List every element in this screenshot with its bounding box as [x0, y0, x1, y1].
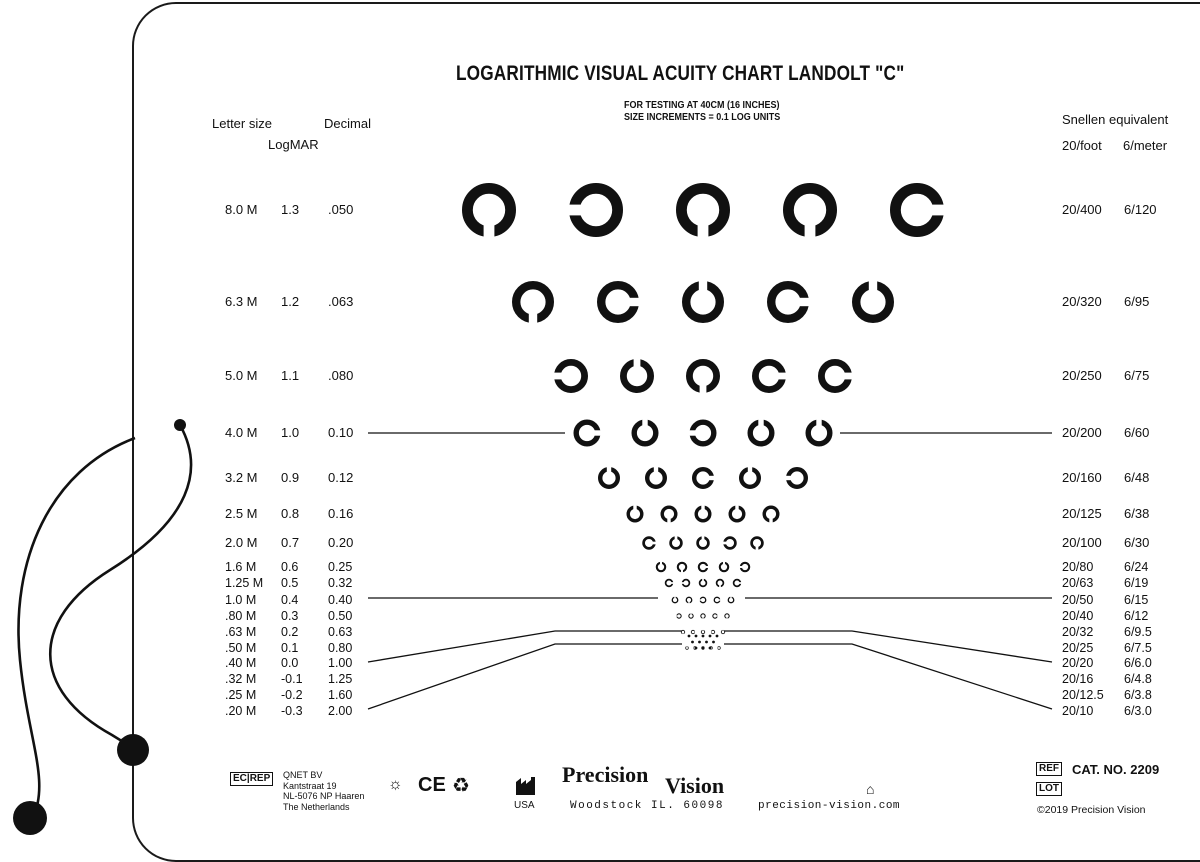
snellen-meter-value: 6/48	[1124, 470, 1150, 486]
letter-size-value: 4.0 M	[225, 425, 258, 441]
landolt-c-optotype	[728, 596, 733, 603]
cord-bead	[13, 801, 47, 835]
decimal-value: 0.80	[328, 640, 353, 655]
landolt-c-optotype	[689, 362, 716, 394]
landolt-c-optotype	[694, 469, 715, 487]
snellen-foot-value: 20/10	[1062, 703, 1094, 718]
rep-address-line: NL-5076 NP Haaren	[283, 791, 365, 801]
snellen-foot-value: 20/100	[1062, 535, 1102, 551]
letter-size-value: .63 M	[225, 624, 257, 639]
letter-size-value: 3.2 M	[225, 470, 258, 486]
landolt-c-optotype	[755, 362, 787, 389]
landolt-c-optotype	[739, 563, 749, 571]
landolt-c-optotype	[600, 466, 618, 487]
landolt-c-optotype	[666, 580, 675, 587]
landolt-c-optotype	[678, 563, 686, 573]
letter-size-value: .80 M	[225, 608, 257, 623]
snellen-meter-value: 6/95	[1124, 294, 1150, 310]
landolt-c-optotype	[710, 630, 715, 633]
landolt-c-optotype	[695, 635, 698, 638]
decimal-value: 1.00	[328, 655, 353, 670]
decimal-value: .063	[328, 294, 354, 310]
snellen-meter-value: 6/3.0	[1124, 703, 1152, 718]
landolt-c-optotype	[714, 597, 721, 602]
decimal-value: 0.10	[328, 425, 354, 441]
landolt-c-optotype	[699, 563, 709, 571]
landolt-c-optotype	[686, 280, 720, 319]
house-icon: ⌂	[866, 781, 875, 797]
header-meter: 6/meter	[1123, 138, 1168, 153]
landolt-c-optotype	[741, 466, 759, 487]
landolt-c-optotype	[709, 635, 712, 638]
hanging-cord	[18, 438, 135, 818]
snellen-meter-value: 6/3.8	[1124, 687, 1152, 702]
landolt-c-optotype	[764, 507, 778, 523]
header-foot: 20/foot	[1062, 138, 1102, 153]
landolt-c-optotype	[709, 647, 712, 650]
landolt-c-optotype	[698, 641, 701, 644]
snellen-meter-value: 6/24	[1124, 559, 1149, 574]
snellen-meter-value: 6/19	[1124, 575, 1149, 590]
recycle-icon: ♻	[452, 775, 470, 797]
letter-size-value: .50 M	[225, 640, 257, 655]
logmar-value: 0.1	[281, 640, 299, 655]
sun-icon: ☼	[388, 776, 403, 793]
landolt-c-optotype	[750, 419, 772, 444]
landolt-c-optotype	[699, 597, 706, 602]
snellen-foot-value: 20/20	[1062, 655, 1094, 670]
decimal-value: 0.32	[328, 575, 353, 590]
snellen-meter-value: 6/30	[1124, 535, 1150, 551]
landolt-c-optotype	[657, 561, 665, 571]
snellen-foot-value: 20/50	[1062, 592, 1094, 607]
landolt-c-optotype	[647, 466, 665, 487]
letter-size-value: .40 M	[225, 655, 257, 670]
letter-size-value: 8.0 M	[225, 202, 258, 218]
rep-address-line: The Netherlands	[283, 801, 350, 812]
decimal-value: 1.60	[328, 687, 353, 702]
header-snellen: Snellen equivalent	[1062, 112, 1169, 127]
landolt-c-optotype	[702, 647, 705, 650]
landolt-c-optotype	[701, 614, 705, 620]
decimal-value: 0.16	[328, 506, 354, 522]
landolt-c-optotype	[720, 561, 728, 571]
snellen-foot-value: 20/25	[1062, 640, 1094, 655]
guide-line-left	[368, 631, 682, 662]
snellen-foot-value: 20/250	[1062, 368, 1102, 384]
snellen-foot-value: 20/200	[1062, 425, 1102, 441]
letter-size-value: .20 M	[225, 703, 257, 718]
landolt-c-optotype	[601, 285, 640, 319]
letter-size-value: 1.0 M	[225, 592, 257, 607]
landolt-c-optotype	[771, 285, 810, 319]
snellen-meter-value: 6/15	[1124, 592, 1149, 607]
landolt-c-optotype	[568, 188, 618, 231]
landolt-c-optotype	[856, 280, 890, 319]
cord-bead	[117, 734, 149, 766]
landolt-c-optotype	[681, 188, 724, 238]
landolt-c-optotype	[700, 578, 707, 587]
landolt-c-optotype	[713, 614, 719, 618]
logmar-value: 0.3	[281, 608, 299, 623]
landolt-c-optotype	[681, 580, 690, 587]
landolt-c-optotype	[628, 505, 642, 521]
landolt-c-optotype	[722, 538, 735, 549]
letter-size-value: 1.25 M	[225, 575, 264, 590]
decimal-value: 0.40	[328, 592, 353, 607]
logmar-value: 0.4	[281, 592, 299, 607]
header-logmar: LogMAR	[268, 137, 319, 152]
landolt-c-optotype	[712, 641, 715, 644]
header-letter-size: Letter size	[212, 116, 272, 131]
copyright: ©2019 Precision Vision	[1037, 804, 1146, 816]
logmar-value: 0.7	[281, 535, 300, 551]
logmar-value: 0.9	[281, 470, 300, 486]
page-title: LOGARITHMIC VISUAL ACUITY CHART LANDOLT "C"	[456, 62, 905, 85]
snellen-meter-value: 6/12	[1124, 608, 1149, 623]
logmar-value: 1.0	[281, 425, 300, 441]
logmar-value: 0.2	[281, 624, 299, 639]
rep-address	[283, 770, 364, 812]
ref-icon: REF	[1036, 762, 1062, 776]
landolt-c-optotype	[895, 188, 945, 231]
snellen-foot-value: 20/40	[1062, 608, 1094, 623]
cord-knot	[174, 419, 186, 431]
ec-rep-icon: EC|REP	[230, 772, 273, 786]
landolt-c-optotype	[675, 614, 681, 618]
logmar-value: 0.5	[281, 575, 299, 590]
landolt-c-optotype	[516, 285, 550, 324]
catalog-number: CAT. NO. 2209	[1072, 762, 1160, 777]
snellen-meter-value: 6/7.5	[1124, 640, 1152, 655]
landolt-c-optotype	[644, 538, 657, 549]
landolt-c-optotype	[821, 362, 853, 389]
rep-address-line: Kantstraat 19	[283, 780, 337, 791]
letter-size-value: 6.3 M	[225, 294, 258, 310]
snellen-meter-value: 6/38	[1124, 506, 1150, 522]
brand-website: precision-vision.com	[758, 800, 901, 812]
snellen-foot-value: 20/32	[1062, 624, 1094, 639]
hanging-cord	[50, 425, 191, 748]
logmar-value: 1.2	[281, 294, 300, 310]
decimal-value: 2.00	[328, 703, 353, 718]
snellen-foot-value: 20/400	[1062, 202, 1102, 218]
landolt-c-optotype	[701, 629, 704, 634]
logmar-value: 1.3	[281, 202, 300, 218]
decimal-value: 0.50	[328, 608, 353, 623]
landolt-c-optotype	[691, 641, 694, 644]
landolt-c-optotype	[634, 419, 656, 444]
brand-address: Woodstock IL. 60098	[570, 800, 724, 812]
subtitle-line-1: FOR TESTING AT 40CM (16 INCHES)	[624, 100, 780, 111]
landolt-c-optotype	[686, 597, 691, 604]
snellen-meter-value: 6/9.5	[1124, 624, 1152, 639]
letter-size-value: .32 M	[225, 671, 257, 686]
decimal-value: .050	[328, 202, 354, 218]
snellen-meter-value: 6/75	[1124, 368, 1150, 384]
landolt-c-optotype	[705, 641, 708, 644]
decimal-value: 1.25	[328, 671, 353, 686]
subtitle-line-2: SIZE INCREMENTS = 0.1 LOG UNITS	[624, 112, 781, 123]
snellen-foot-value: 20/63	[1062, 575, 1094, 590]
landolt-c-optotype	[752, 538, 763, 551]
snellen-meter-value: 6/120	[1124, 202, 1157, 218]
brand-vision: Vision	[665, 773, 725, 798]
landolt-c-optotype	[672, 596, 677, 603]
logmar-value: -0.2	[281, 687, 303, 702]
landolt-c-optotype	[788, 188, 831, 238]
decimal-value: 0.12	[328, 470, 354, 486]
letter-size-value: 2.0 M	[225, 535, 258, 551]
landolt-c-optotype	[553, 362, 585, 389]
landolt-c-optotype	[689, 612, 693, 618]
logmar-value: 0.8	[281, 506, 300, 522]
header-decimal: Decimal	[324, 116, 371, 131]
logmar-value: -0.3	[281, 703, 303, 718]
landolt-c-optotype	[716, 635, 719, 638]
landolt-c-optotype	[688, 635, 691, 638]
landolt-c-optotype	[623, 358, 650, 390]
logmar-value: 1.1	[281, 368, 300, 384]
letter-size-value: 5.0 M	[225, 368, 258, 384]
snellen-meter-value: 6/60	[1124, 425, 1150, 441]
landolt-c-optotype	[467, 188, 510, 238]
usa-label: USA	[514, 800, 535, 811]
landolt-c-optotype	[698, 535, 709, 548]
snellen-meter-value: 6/4.8	[1124, 671, 1152, 686]
landolt-c-optotype	[691, 630, 696, 633]
landolt-c-optotype	[717, 580, 724, 589]
decimal-value: .080	[328, 368, 354, 384]
decimal-value: 0.20	[328, 535, 354, 551]
landolt-c-optotype	[808, 419, 830, 444]
snellen-meter-value: 6/6.0	[1124, 655, 1152, 670]
decimal-value: 0.25	[328, 559, 353, 574]
logmar-value: 0.0	[281, 655, 299, 670]
snellen-foot-value: 20/160	[1062, 470, 1102, 486]
logmar-value: 0.6	[281, 559, 299, 574]
snellen-foot-value: 20/12.5	[1062, 687, 1104, 702]
landolt-c-optotype	[689, 422, 714, 444]
landolt-c-optotype	[696, 505, 710, 521]
decimal-value: 0.63	[328, 624, 353, 639]
manufacturer-icon	[515, 776, 537, 796]
landolt-c-optotype	[671, 535, 682, 548]
landolt-c-optotype	[734, 580, 743, 587]
landolt-c-optotype	[576, 422, 601, 444]
landolt-c-optotype	[725, 614, 729, 620]
brand-precision: Precision	[562, 762, 649, 787]
landolt-c-optotype	[695, 647, 698, 650]
lot-icon: LOT	[1036, 782, 1062, 796]
landolt-c-optotype	[686, 645, 689, 649]
guide-line-right	[724, 631, 1052, 662]
snellen-foot-value: 20/320	[1062, 294, 1102, 310]
snellen-foot-value: 20/125	[1062, 506, 1102, 522]
snellen-foot-value: 20/16	[1062, 671, 1094, 686]
landolt-c-optotype	[785, 469, 806, 487]
snellen-foot-value: 20/80	[1062, 559, 1094, 574]
letter-size-value: .25 M	[225, 687, 257, 702]
landolt-c-optotype	[662, 507, 676, 523]
letter-size-value: 1.6 M	[225, 559, 257, 574]
landolt-c-optotype	[716, 647, 720, 650]
rep-address-line: QNET BV	[283, 770, 323, 780]
logmar-value: -0.1	[281, 671, 303, 686]
ce-mark-icon: CE	[418, 774, 446, 796]
landolt-c-optotype	[702, 635, 705, 638]
letter-size-value: 2.5 M	[225, 506, 258, 522]
landolt-c-optotype	[730, 505, 744, 521]
